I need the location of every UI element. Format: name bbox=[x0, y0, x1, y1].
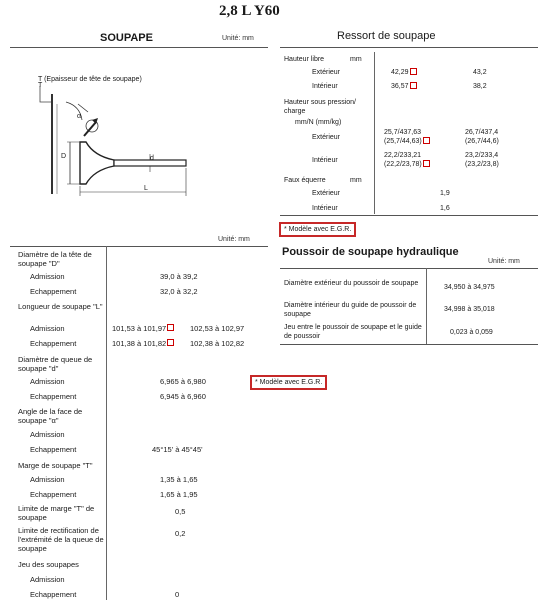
valve-row-label: Echappement bbox=[30, 445, 77, 454]
valve-row-value-text: 0 bbox=[175, 590, 180, 599]
hauteur-pression-label: Hauteur sous pression/ charge bbox=[284, 99, 356, 115]
hl-int-value2: 38,2 bbox=[473, 83, 487, 90]
valve-row-label: Limite de rectification de l'extrémité de la queue de soupape bbox=[18, 526, 104, 553]
egr-marker bbox=[423, 160, 430, 167]
valve-row-value bbox=[160, 287, 198, 296]
valve-row-value-alt: 102,53 à 102,97 bbox=[190, 324, 245, 333]
valve-row-value bbox=[175, 529, 185, 538]
hl-int-label: Intérieur bbox=[312, 83, 338, 90]
valve-row-value-text: 1,35 à 1,65 bbox=[160, 475, 198, 484]
fe-ext-value: 1,9 bbox=[440, 190, 450, 197]
poussoir-header: Poussoir de soupape hydraulique bbox=[282, 246, 459, 258]
valve-row-label: Diamètre de la tête de soupape "D" bbox=[18, 250, 92, 268]
fe-int-value: 1,6 bbox=[440, 205, 450, 212]
poussoir-row-3-value: 0,023 à 0,059 bbox=[450, 329, 493, 336]
ressort-header-rule bbox=[280, 47, 538, 48]
valve-row-value-text: 101,53 à 101,97 bbox=[112, 324, 167, 333]
diagram-letter-d-small: d bbox=[150, 155, 154, 162]
valve-row-value-text: 39,0 à 39,2 bbox=[160, 272, 198, 281]
hauteur-libre-label: Hauteur libre bbox=[284, 56, 325, 63]
valve-row-value bbox=[160, 377, 206, 386]
valve-row-value-text: 32,0 à 32,2 bbox=[160, 287, 198, 296]
soupape-header-rule bbox=[10, 47, 268, 48]
valve-row-value bbox=[112, 324, 174, 333]
ressort-header: Ressort de soupape bbox=[337, 30, 436, 42]
poussoir-unit: Unité: mm bbox=[488, 258, 520, 265]
valve-row-value bbox=[160, 272, 198, 281]
valve-row-label: Admission bbox=[30, 377, 65, 386]
ressort-bottom-rule bbox=[280, 215, 538, 216]
poussoir-row-1-label: Diamètre extérieur du poussoir de soupape bbox=[284, 280, 419, 287]
egr-marker bbox=[423, 137, 430, 144]
poussoir-bottom-rule bbox=[280, 344, 538, 345]
hl-ext-label: Extérieur bbox=[312, 69, 341, 76]
fe-ext-label: Extérieur bbox=[312, 190, 341, 197]
faux-equerre-label: Faux équerre bbox=[284, 177, 326, 184]
poussoir-row-2-value: 34,998 à 35,018 bbox=[444, 306, 495, 313]
valve-row-value bbox=[152, 445, 203, 454]
egr-note-right: * Modèle avec E.G.R. bbox=[279, 222, 356, 237]
valve-row-label: Longueur de soupape "L" bbox=[18, 302, 103, 311]
valve-row-label: Echappement bbox=[30, 339, 77, 348]
valve-row-value-text: 45°15' à 45°45' bbox=[152, 445, 203, 454]
valve-row-label: Marge de soupape "T" bbox=[18, 461, 93, 470]
valve-row-label: Admission bbox=[30, 272, 65, 281]
valve-row-label: Echappement bbox=[30, 590, 77, 599]
egr-marker bbox=[410, 68, 417, 75]
valve-row-label: Angle de la face de soupape "α" bbox=[18, 407, 83, 425]
valve-row-value-text: 0,2 bbox=[175, 529, 186, 538]
valve-row-label: Echappement bbox=[30, 392, 77, 401]
valve-row-label: Echappement bbox=[30, 490, 77, 499]
valve-row-label: Admission bbox=[30, 475, 65, 484]
egr-marker bbox=[410, 82, 417, 89]
hl-ext-value2: 43,2 bbox=[473, 69, 487, 76]
valve-row-label: Echappement bbox=[30, 287, 77, 296]
valve-row-value bbox=[160, 490, 198, 499]
egr-note-left: * Modèle avec E.G.R. bbox=[250, 375, 327, 390]
poussoir-divider bbox=[426, 268, 427, 344]
poussoir-row-1-value: 34,950 à 34,975 bbox=[444, 284, 495, 291]
valve-row-label: Admission bbox=[30, 324, 65, 333]
valve-row-label: Limite de marge "T" de soupape bbox=[18, 504, 95, 522]
valve-row-value bbox=[160, 392, 206, 401]
diagram-letter-l: L bbox=[144, 185, 148, 192]
valve-diagram bbox=[30, 84, 210, 204]
diagram-letter-alpha: α bbox=[77, 113, 82, 120]
valve-table-unit: Unité: mm bbox=[218, 236, 250, 243]
hp-ext-label: Extérieur bbox=[312, 134, 341, 141]
valve-row-value bbox=[160, 475, 198, 484]
poussoir-row-3-label: Jeu entre le poussoir de soupape et le guide de poussoir bbox=[284, 324, 422, 340]
egr-marker bbox=[167, 324, 174, 331]
hp-int-value: 22,2/233,21 (22,2/23,78) bbox=[384, 151, 430, 169]
hp-int-label: Intérieur bbox=[312, 157, 338, 164]
hl-int-value: 36,57 bbox=[391, 82, 417, 91]
hp-ext-value2: 26,7/437,4 (26,7/44,6) bbox=[465, 129, 499, 145]
hl-ext-value: 42,29 bbox=[391, 68, 417, 77]
valve-row-value bbox=[112, 339, 174, 348]
valve-row-value-text: 0,5 bbox=[175, 507, 186, 516]
valve-row-value bbox=[175, 590, 179, 599]
valve-row-value-text: 1,65 à 1,95 bbox=[160, 490, 198, 499]
valve-row-label: Jeu des soupapes bbox=[18, 560, 79, 569]
valve-row-label: Diamètre de queue de soupape "d" bbox=[18, 355, 93, 373]
valve-row-value bbox=[175, 507, 185, 516]
soupape-header: SOUPAPE bbox=[100, 32, 153, 44]
valve-row-value-alt: 102,38 à 102,82 bbox=[190, 339, 245, 348]
hauteur-libre-unit: mm bbox=[350, 56, 362, 63]
valve-row-value-text: 101,38 à 101,82 bbox=[112, 339, 167, 348]
page-title: 2,8 L Y60 bbox=[219, 3, 280, 19]
valve-row-label: Admission bbox=[30, 430, 65, 439]
valve-row-label: Admission bbox=[30, 575, 65, 584]
valve-table-divider bbox=[106, 246, 107, 600]
soupape-unit: Unité: mm bbox=[222, 35, 254, 42]
poussoir-top-rule bbox=[280, 268, 538, 269]
valve-table-top-rule bbox=[10, 246, 268, 247]
hp-ext-value: 25,7/437,63 (25,7/44,63) bbox=[384, 128, 430, 146]
diagram-letter-d-big: D bbox=[61, 153, 67, 160]
valve-row-value-text: 6,965 à 6,980 bbox=[160, 377, 206, 386]
valve-row-value-text: 6,945 à 6,960 bbox=[160, 392, 206, 401]
egr-marker bbox=[167, 339, 174, 346]
poussoir-row-2-label: Diamètre intérieur du guide de poussoir de soupape bbox=[284, 302, 417, 318]
fe-int-label: Intérieur bbox=[312, 205, 338, 212]
diagram-caption: T (Epaisseur de tête de soupape) bbox=[38, 76, 142, 83]
diagram-letter-t: T bbox=[38, 82, 43, 89]
faux-equerre-unit: mm bbox=[350, 177, 362, 184]
ressort-divider bbox=[374, 52, 375, 214]
hauteur-pression-unit: mm/N (mm/kg) bbox=[295, 119, 342, 126]
hp-int-value2: 23,2/233,4 (23,2/23,8) bbox=[465, 152, 499, 168]
